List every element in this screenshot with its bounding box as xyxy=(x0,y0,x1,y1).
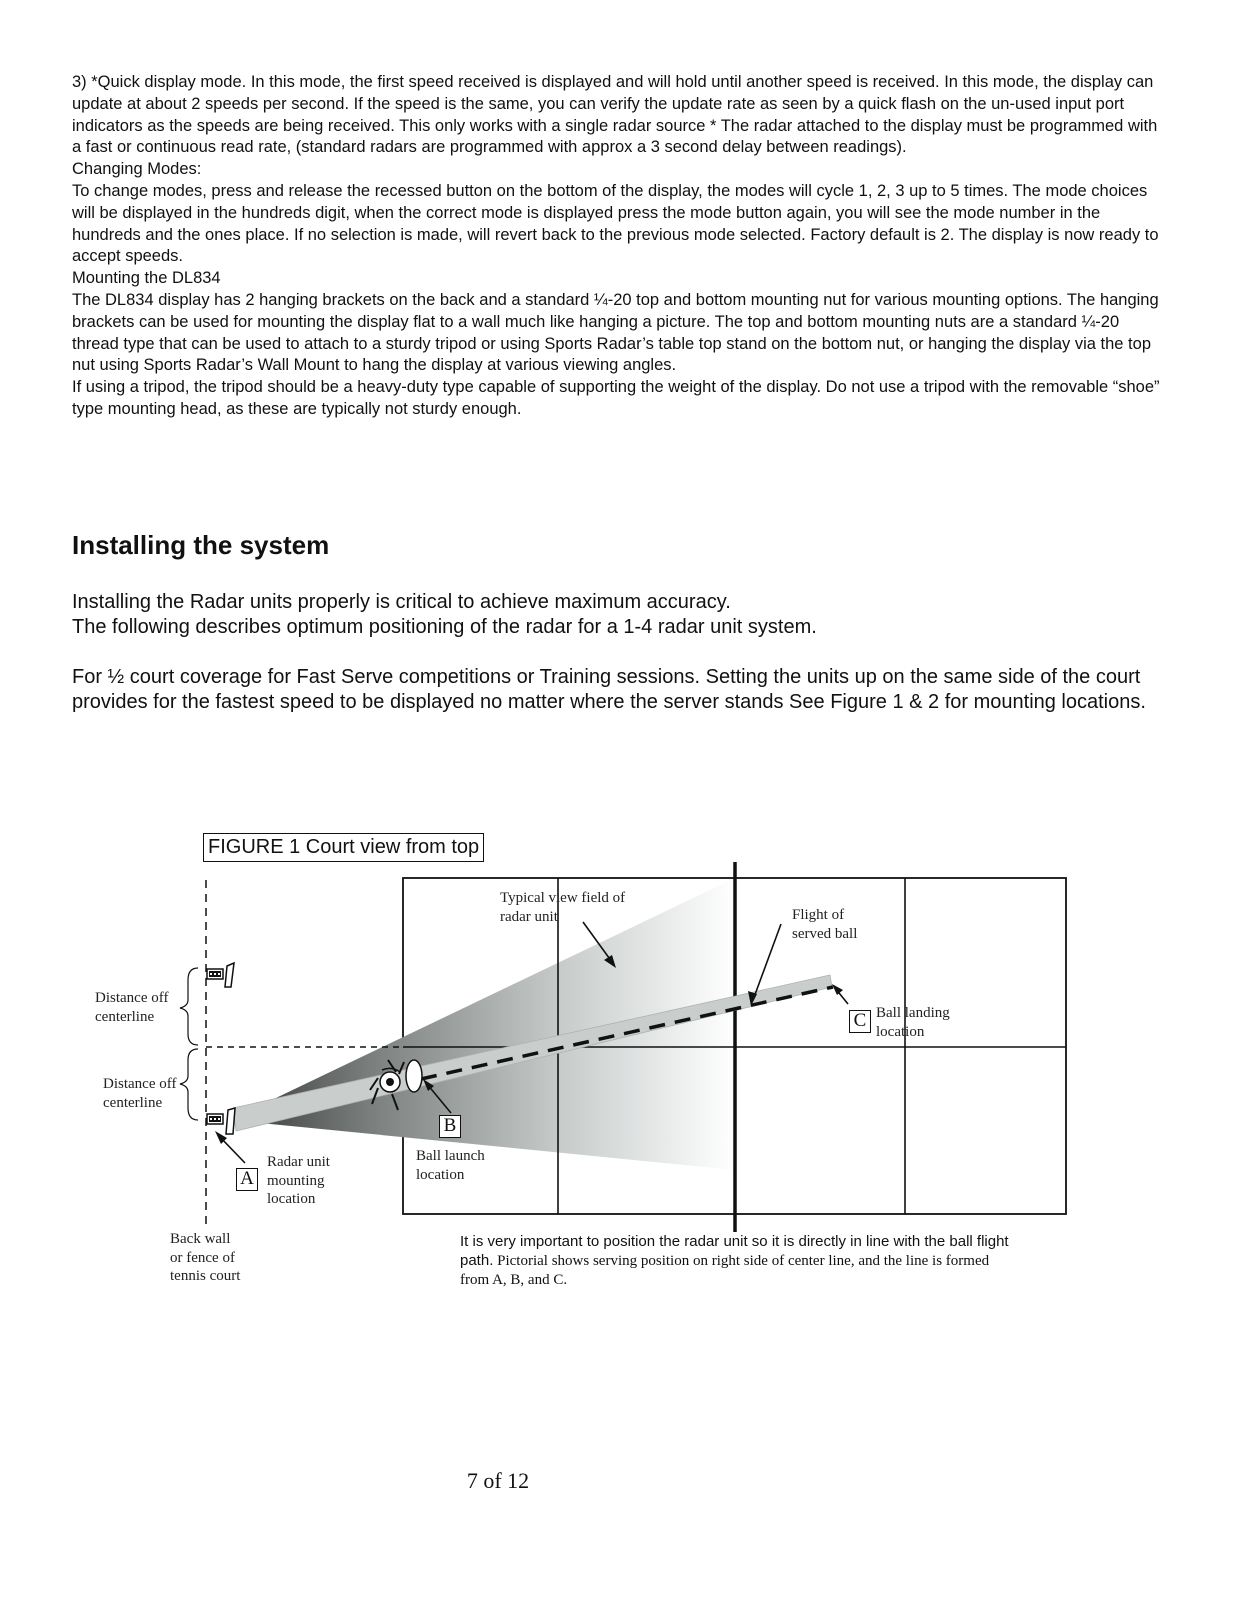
page-number: 7 of 12 xyxy=(466,1468,530,1493)
figure-title: FIGURE 1 Court view from top xyxy=(203,833,484,862)
point-a-label: A xyxy=(236,1168,258,1191)
landing-label: Ball landing location xyxy=(876,1005,950,1040)
point-c-label: C xyxy=(849,1010,871,1033)
intro-line-2: The following describes optimum positioning of the radar for a 1-4 radar unit system. xyxy=(72,616,817,638)
tripod-paragraph: If using a tripod, the tripod should be a heavy-duty type capable of supporting the weight of the display. Do not use a tripod with the removable “shoe” type mounting head, as these are typically not sturdy enough. xyxy=(72,378,1160,418)
point-b-label: B xyxy=(439,1115,461,1138)
distance-label-bottom: Distance off centerline xyxy=(103,1076,177,1111)
radar-unit-top-icon xyxy=(207,963,234,987)
changing-modes-paragraph: To change modes, press and release the recessed button on the bottom of the display, the modes will cycle 1, 2, 3 up to 5 times. The mode choices will be displayed in the hundreds digit, when the correct mode is displayed press the mode button again, you will see the mode number in the hundreds and the ones place. If no selection is made, will revert back to the previous mode selected. Factory default is 2. The display is now ready to accept speeds. xyxy=(72,181,1159,266)
figure-caption: It is very important to position the radar unit so it is directly in line with the ball flight path. Pictorial shows serving position on right side of center line, and the line is formed from A, B, and C. xyxy=(460,1233,1009,1288)
quick-display-paragraph: 3) *Quick display mode. In this mode, the first speed received is displayed and will hold until another speed is received. In this mode, the display can update at about 2 speeds per second. If the speed is the same, you can verify the update rate as seen by a quick flash on the un-used input port indicators as the speeds are being received. This only works with a single radar source * The radar attached to the display must be programmed with a fast or continuous read rate, (standard radars are programmed with approx a 3 second delay between readings). xyxy=(72,73,1158,157)
launch-label: Ball launch location xyxy=(416,1148,485,1183)
distance-label-top: Distance off centerline xyxy=(95,990,169,1025)
view-field-label: Typical view field of radar unit xyxy=(500,890,626,925)
back-wall-label: Back wall or fence of tennis court xyxy=(170,1231,241,1284)
intro-paragraph: For ½ court coverage for Fast Serve competitions or Training sessions. Setting the units up on the same side of the court provides for the fastest speed to be displayed no matter where the server stands See Figure 1 & 2 for mounting locations. xyxy=(72,666,1146,713)
intro-line-1: Installing the Radar units properly is critical to achieve maximum accuracy. xyxy=(72,591,731,613)
brace-bottom xyxy=(180,1049,198,1120)
mounting-paragraph: The DL834 display has 2 hanging brackets on the back and a standard ¼-20 top and bottom mounting nut for various mounting options. The hanging brackets can be used for mounting the display flat to a wall much like hanging a picture. The top and bottom mounting nuts are a standard ¼-20 thread type that can be used to attach to a sturdy tripod or using Sports Radar’s table top stand on the bottom nut, or hanging the display via the top nut using Sports Radar’s Wall Mount to hang the display at various viewing angles. xyxy=(72,290,1159,375)
flight-label: Flight of served ball xyxy=(792,907,858,942)
brace-top xyxy=(180,968,198,1045)
radar-unit-bottom-icon xyxy=(207,1108,235,1134)
section-heading: Installing the system xyxy=(72,530,330,560)
changing-modes-heading: Changing Modes: xyxy=(72,160,202,179)
radar-mount-label: Radar unit mounting location xyxy=(267,1154,330,1207)
mounting-heading: Mounting the DL834 xyxy=(72,269,221,288)
